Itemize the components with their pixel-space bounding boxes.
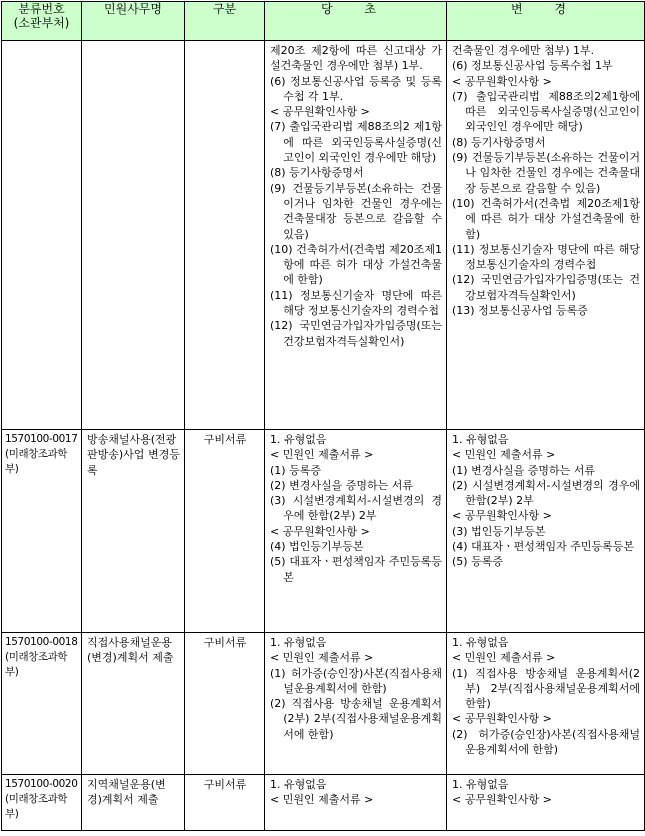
list-item: < 민원인 제출서류 > [270,651,374,665]
list-item: (4) 법인등기부등본 [270,540,364,554]
list-item: (10) 건축허가서(건축법 제20조제1항에 따른 허가 대상 가설건축물에 한함) [452,196,640,241]
list-item: < 민원인 제출서류 > [452,448,556,462]
list-item: (5) 등록증 [452,555,503,569]
name-cell-text: 직접사용채널운용(변경)계획서 제출 [87,636,174,665]
header-code [2,2,82,41]
list-item: < 공무원확인사항 > [452,793,552,807]
list-item: (10) 건축허가서(건축법 제20조제1항에 따른 허가 대상 가설건축물에 한함) [270,242,442,287]
type-cell [185,633,265,775]
list-item: (7) 출입국관리법 제88조의2제1항에 따른 외국인등록사실증명(신고인이 외국인인 경우에만 해당) [452,89,640,134]
type-cell [185,430,265,633]
table-row [2,633,645,775]
list-item: (2) 시설변경계획서-시설변경의 경우에 한함(2부) 2부 [452,478,640,508]
list-item: 1. 유형없음 [452,636,509,649]
code-cell-text: 1570100-0020 (미래창조과학부) [5,778,78,820]
header-type [185,2,265,41]
list-item: (9) 건물등기부등본(소유하는 건물이거나 임차한 건물인 경우에는 건축물대장 등본으로 갈음할 수 있음) [452,151,640,195]
header-before [265,2,447,41]
list-item: (13) 정보통신공사업 등록증 [452,304,588,318]
list-item: < 민원인 제출서류 > [270,793,374,807]
after-cell [447,633,645,775]
header-after [447,2,645,41]
list-item: 1. 유형없음 [452,433,509,446]
list-item: 1. 유형없음 [270,433,327,446]
code-cell-text: 1570100-0017 (미래창조과학부) [5,433,78,475]
name-cell [82,430,185,633]
civil-affairs-table [1,1,645,831]
list-item: (4) 대표자ㆍ편성책임자 주민등록등본 [452,540,634,554]
after-cell [447,430,645,633]
header-name [82,2,185,41]
header-before-label: 당 초 [321,2,390,16]
code-cell-text: 1570100-0018 (미래창조과학부) [5,636,78,678]
list-item: < 공무원확인사항 > [452,712,552,726]
header-name-label: 민원사무명 [104,2,162,16]
before-cell [265,430,447,633]
list-item: (2) 직접사용 방송채널 운용계획서(2부) 2부(직접사용채널운용계획서에 한함) [270,697,442,741]
list-item: (11) 정보통신기술자 명단에 따른 해당 정보통신기술자의 경력수첩 [452,242,640,272]
code-cell [2,633,82,775]
type-cell-text: 구비서류 [203,636,247,649]
list-item: (8) 등기사항증명서 [270,166,364,180]
list-item: < 공무원확인사항 > [452,509,552,523]
list-item: (1) 등록증 [270,463,321,477]
list-item: (2) 변경사실을 증명하는 서류 [270,478,413,492]
list-item: < 민원인 제출서류 > [270,448,374,462]
code-cell [2,775,82,831]
list-item: (12) 국민연금가입자가입증명(또는 건강보험자격득실확인서) [452,273,640,302]
name-cell-text: 지역채널운용(변경)계획서 제출 [87,778,166,807]
list-item: (5) 대표자ㆍ편성책임자 주민등록등본 [270,555,442,584]
list-item: (9) 건물등기부등본(소유하는 건물이거나 임차한 건물인 경우에는 건축물대장 등본으로 갈음할 수 있음) [270,181,442,241]
type-cell [185,775,265,831]
list-item: < 민원인 제출서류 > [452,651,556,665]
after-cell [447,775,645,831]
list-item: (3) 시설변경계획서-시설변경의 경우에 한함(2부) 2부 [270,494,442,523]
type-cell [185,41,265,430]
list-item: (1) 직접사용 방송채널 운용계획서(2부) 2부(직접사용채널운용계획서에 한함) [452,666,640,711]
before-cell [265,775,447,831]
list-item: 1. 유형없음 [452,778,509,791]
list-item: 1. 유형없음 [270,778,327,791]
list-item: 1. 유형없음 [270,636,327,649]
type-cell-text: 구비서류 [203,778,247,791]
list-item: (7) 출입국관리법 제88조의2 제1항에 따른 외국인등록사실증명(신고인이 외국인인 경우에만 해당) [270,120,442,165]
list-item: (1) 변경사실을 증명하는 서류 [452,463,595,477]
table-row [2,775,645,831]
name-cell [82,633,185,775]
list-item: 제20조 제2항에 따른 신고대상 가설건축물인 경우에만 첨부) 1부. [270,44,442,73]
list-item: (3) 법인등기부등본 [452,524,546,538]
after-cell [447,41,645,430]
list-item: (8) 등기사항증명서 [452,135,546,149]
list-item: (2) 허가증(승인장)사본(직접사용채널운용계획서에 한함) [452,727,640,757]
list-item: (11) 정보통신기술자 명단에 따른 해당 정보통신기술자의 경력수첩 [270,288,442,318]
list-item: (1) 허가증(승인장)사본(직접사용채널운용계획서에 한함) [270,666,442,695]
header-type-label: 구분 [212,2,237,16]
header-code-label: 분류번호 (소관부처) [13,2,70,30]
list-item: < 공무원확인사항 > [452,74,552,88]
header-row [2,2,645,41]
header-after-label: 변 경 [511,2,580,16]
list-item: (12) 국민연금가입자가입증명(또는 건강보험자격득실확인서) [270,319,442,348]
type-cell-text: 구비서류 [203,433,247,446]
code-cell [2,41,82,430]
list-item: (6) 정보통신공사업 등록증 및 등록수첩 각 1부. [270,74,442,103]
list-item: < 공무원확인사항 > [270,105,370,119]
table-row [2,41,645,430]
code-cell [2,430,82,633]
list-item: (6) 정보통신공사업 등록수첩 1부 [452,59,613,73]
table-row [2,430,645,633]
before-cell [265,41,447,430]
name-cell-text: 방송채널사용(전광판방송)사업 변경등록 [87,433,180,477]
before-cell [265,633,447,775]
list-item: 건축물인 경우에만 첨부) 1부. [452,44,595,57]
name-cell [82,775,185,831]
list-item: < 공무원확인사항 > [270,524,370,538]
name-cell [82,41,185,430]
